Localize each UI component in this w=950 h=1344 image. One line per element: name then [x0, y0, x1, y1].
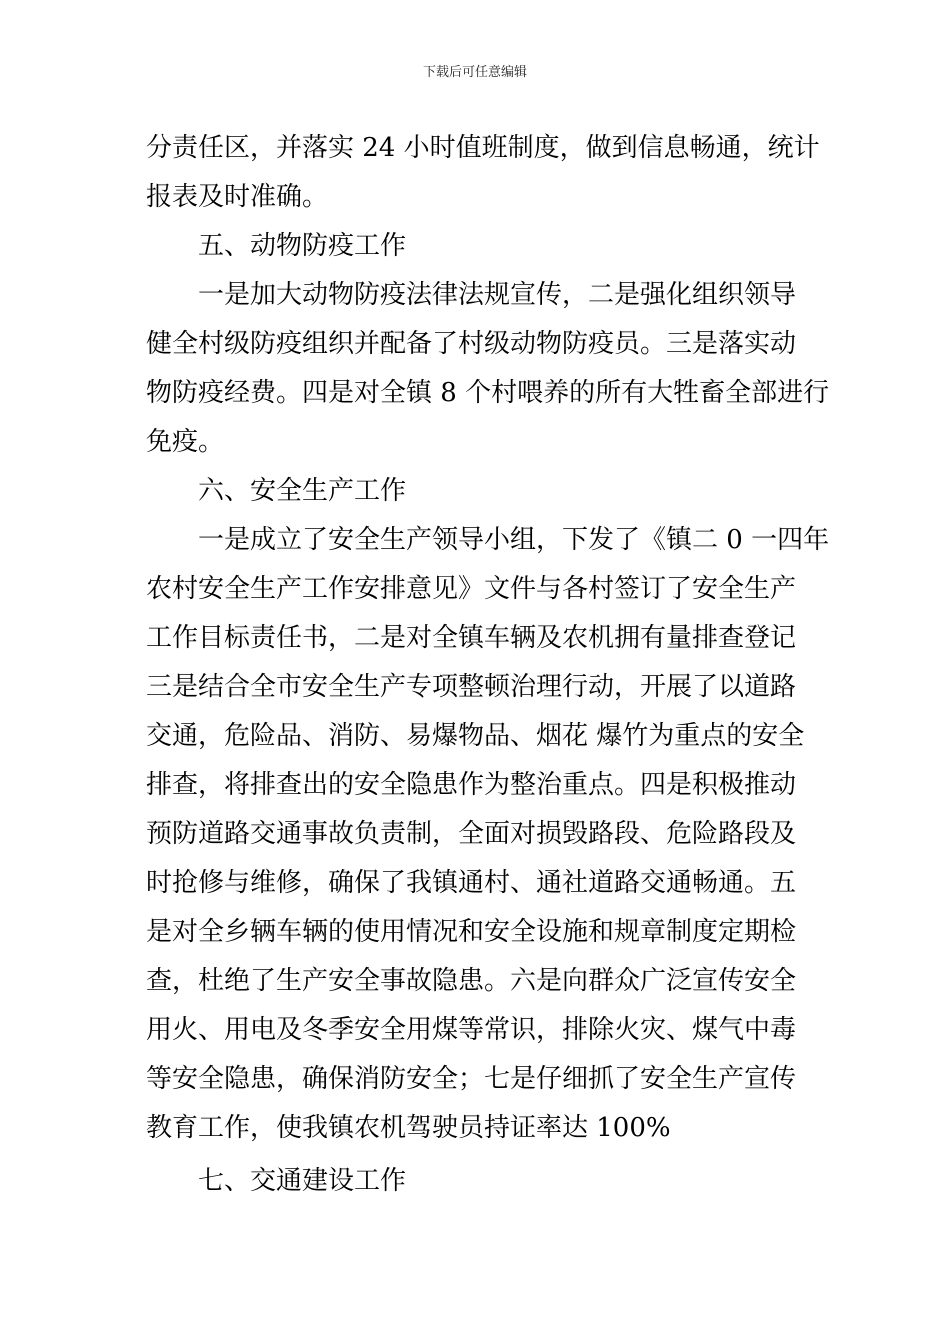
text-line: 查，杜绝了生产安全事故隐患。六是向群众广泛宣传安全: [146, 966, 797, 996]
text-line: 报表及时准确。: [146, 182, 329, 212]
text-line: 三是结合全市安全生产专项整顿治理行动，开展了以道路: [146, 672, 797, 702]
section-heading: 六、安全生产工作: [198, 476, 407, 506]
text-line: 排查，将排查出的安全隐患作为整治重点。四是积极推动: [146, 770, 797, 800]
text-line: 工作目标责任书，二是对全镇车辆及农机拥有量排查登记: [146, 623, 797, 653]
text-line: 健全村级防疫组织并配备了村级动物防疫员。三是落实动: [146, 329, 797, 359]
text-line: 农村安全生产工作安排意见》文件与各村签订了安全生产: [146, 574, 797, 604]
section-heading: 七、交通建设工作: [198, 1166, 407, 1196]
text-line: 预防道路交通事故负责制，全面对损毁路段、危险路段及: [146, 819, 797, 849]
text-line: 一是加大动物防疫法律法规宣传，二是强化组织领导: [198, 280, 797, 310]
text-line: 等安全隐患，确保消防安全；七是仔细抓了安全生产宣传: [146, 1064, 797, 1094]
text-line: 免疫。: [146, 427, 225, 457]
document-body: [146, 124, 830, 1206]
text-line: 时抢修与维修，确保了我镇通村、通社道路交通畅通。五: [146, 868, 797, 898]
text-line: 用火、用电及冬季安全用煤等常识，排除火灾、煤气中毒: [146, 1015, 797, 1045]
text-line: 物防疫经费。四是对全镇 8 个村喂养的所有大牲畜全部进行: [146, 378, 830, 408]
page-header: 下载后可任意编辑: [422, 65, 527, 80]
text-line: 是对全乡辆车辆的使用情况和安全设施和规章制度定期检: [146, 917, 797, 947]
text-line: 分责任区，并落实 24 小时值班制度，做到信息畅通，统计: [146, 133, 820, 163]
text-line: 教育工作，使我镇农机驾驶员持证率达 100%: [146, 1113, 671, 1143]
text-line: 交通，危险品、消防、易爆物品、烟花 爆竹为重点的安全: [146, 721, 805, 751]
section-heading: 五、动物防疫工作: [198, 231, 407, 261]
text-line: 一是成立了安全生产领导小组，下发了《镇二 0 一四年: [198, 525, 830, 555]
